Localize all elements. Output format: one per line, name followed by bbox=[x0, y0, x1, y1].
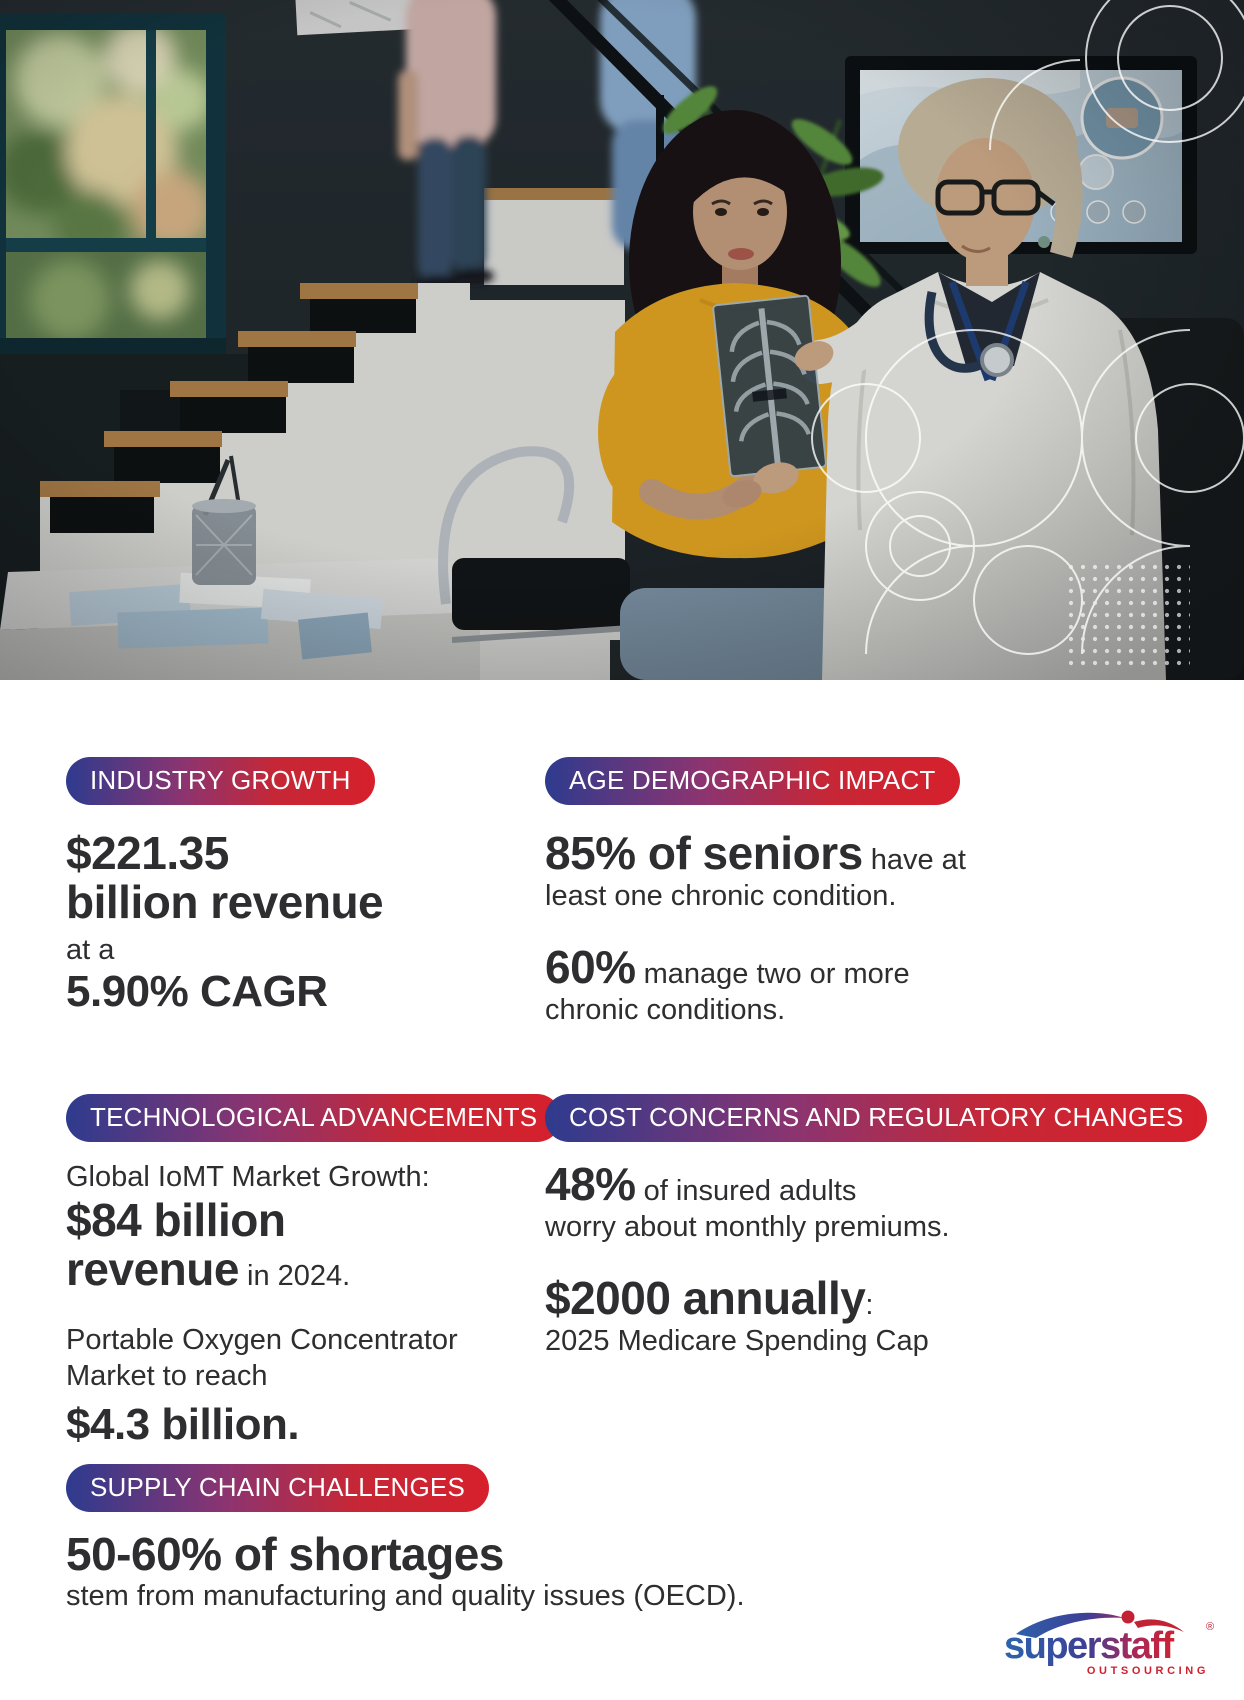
tech-body-line1: Portable Oxygen Concentrator bbox=[66, 1323, 458, 1356]
section-cost-regulatory bbox=[545, 1094, 1215, 1360]
industry-growth-stat-line3: 5.90% CAGR bbox=[66, 967, 328, 1017]
logo-tagline: OUTSOURCING bbox=[1086, 1665, 1209, 1677]
age-stat2-line1 bbox=[545, 940, 1195, 993]
section-industry-growth bbox=[66, 757, 516, 1016]
age-stat1-text: have at bbox=[862, 844, 966, 876]
tech-stat1-line1: $84 billion bbox=[66, 1193, 286, 1246]
cost-stat1-line2: worry about monthly premiums. bbox=[545, 1210, 950, 1243]
age-stat2-text: manage two or more bbox=[635, 957, 910, 990]
age-stat2-line2: chronic conditions. bbox=[545, 993, 786, 1026]
section-technological bbox=[66, 1094, 536, 1448]
section-supply-chain bbox=[66, 1464, 1046, 1615]
age-stat1-line1 bbox=[545, 829, 1195, 879]
industry-growth-badge: INDUSTRY GROWTH bbox=[66, 757, 375, 805]
supply-stat-line1: 50-60% of shortages bbox=[66, 1528, 504, 1580]
technological-badge: TECHNOLOGICAL ADVANCEMENTS bbox=[66, 1094, 561, 1142]
supply-chain-badge: SUPPLY CHAIN CHALLENGES bbox=[66, 1464, 489, 1512]
cost-stat1-line1 bbox=[545, 1160, 1215, 1210]
cost-stat2-line1 bbox=[545, 1271, 1215, 1324]
tech-stat1-text: in 2024. bbox=[238, 1259, 351, 1292]
cost-stat2-value: $2000 annually bbox=[545, 1271, 866, 1324]
age-stat1-value: 85% of seniors bbox=[545, 827, 863, 879]
industry-growth-connector: at a bbox=[66, 933, 115, 966]
tech-stat2: $4.3 billion. bbox=[66, 1399, 300, 1449]
logo-head-dot bbox=[1122, 1611, 1135, 1624]
hero-photo bbox=[0, 0, 1244, 680]
tech-stat1-value: revenue bbox=[66, 1242, 239, 1295]
age-stat1-line2: least one chronic condition. bbox=[545, 879, 897, 912]
tech-stat1-line2 bbox=[66, 1242, 536, 1295]
section-age-demographic bbox=[545, 757, 1195, 1029]
industry-growth-stat-line1: $221.35 bbox=[66, 827, 229, 879]
cost-regulatory-badge: COST CONCERNS AND REGULATORY CHANGES bbox=[545, 1094, 1207, 1142]
cost-stat2-line2: 2025 Medicare Spending Cap bbox=[545, 1324, 929, 1357]
cost-stat2-colon: : bbox=[865, 1288, 874, 1321]
age-stat2-value: 60% bbox=[545, 940, 636, 993]
superstaff-logo bbox=[1002, 1608, 1214, 1680]
supply-stat-line2: stem from manufacturing and quality issues (OECD). bbox=[66, 1579, 745, 1612]
industry-growth-stat-line2: billion revenue bbox=[66, 875, 384, 928]
tech-body-line2: Market to reach bbox=[66, 1359, 268, 1392]
cost-stat1-value: 48% bbox=[545, 1158, 636, 1210]
cost-stat1-text: of insured adults bbox=[635, 1175, 857, 1207]
logo-wordmark: superstaff bbox=[1004, 1625, 1173, 1667]
age-demographic-badge: AGE DEMOGRAPHIC IMPACT bbox=[545, 757, 960, 805]
registered-mark: ® bbox=[1206, 1621, 1214, 1633]
tech-intro: Global IoMT Market Growth: bbox=[66, 1161, 430, 1193]
